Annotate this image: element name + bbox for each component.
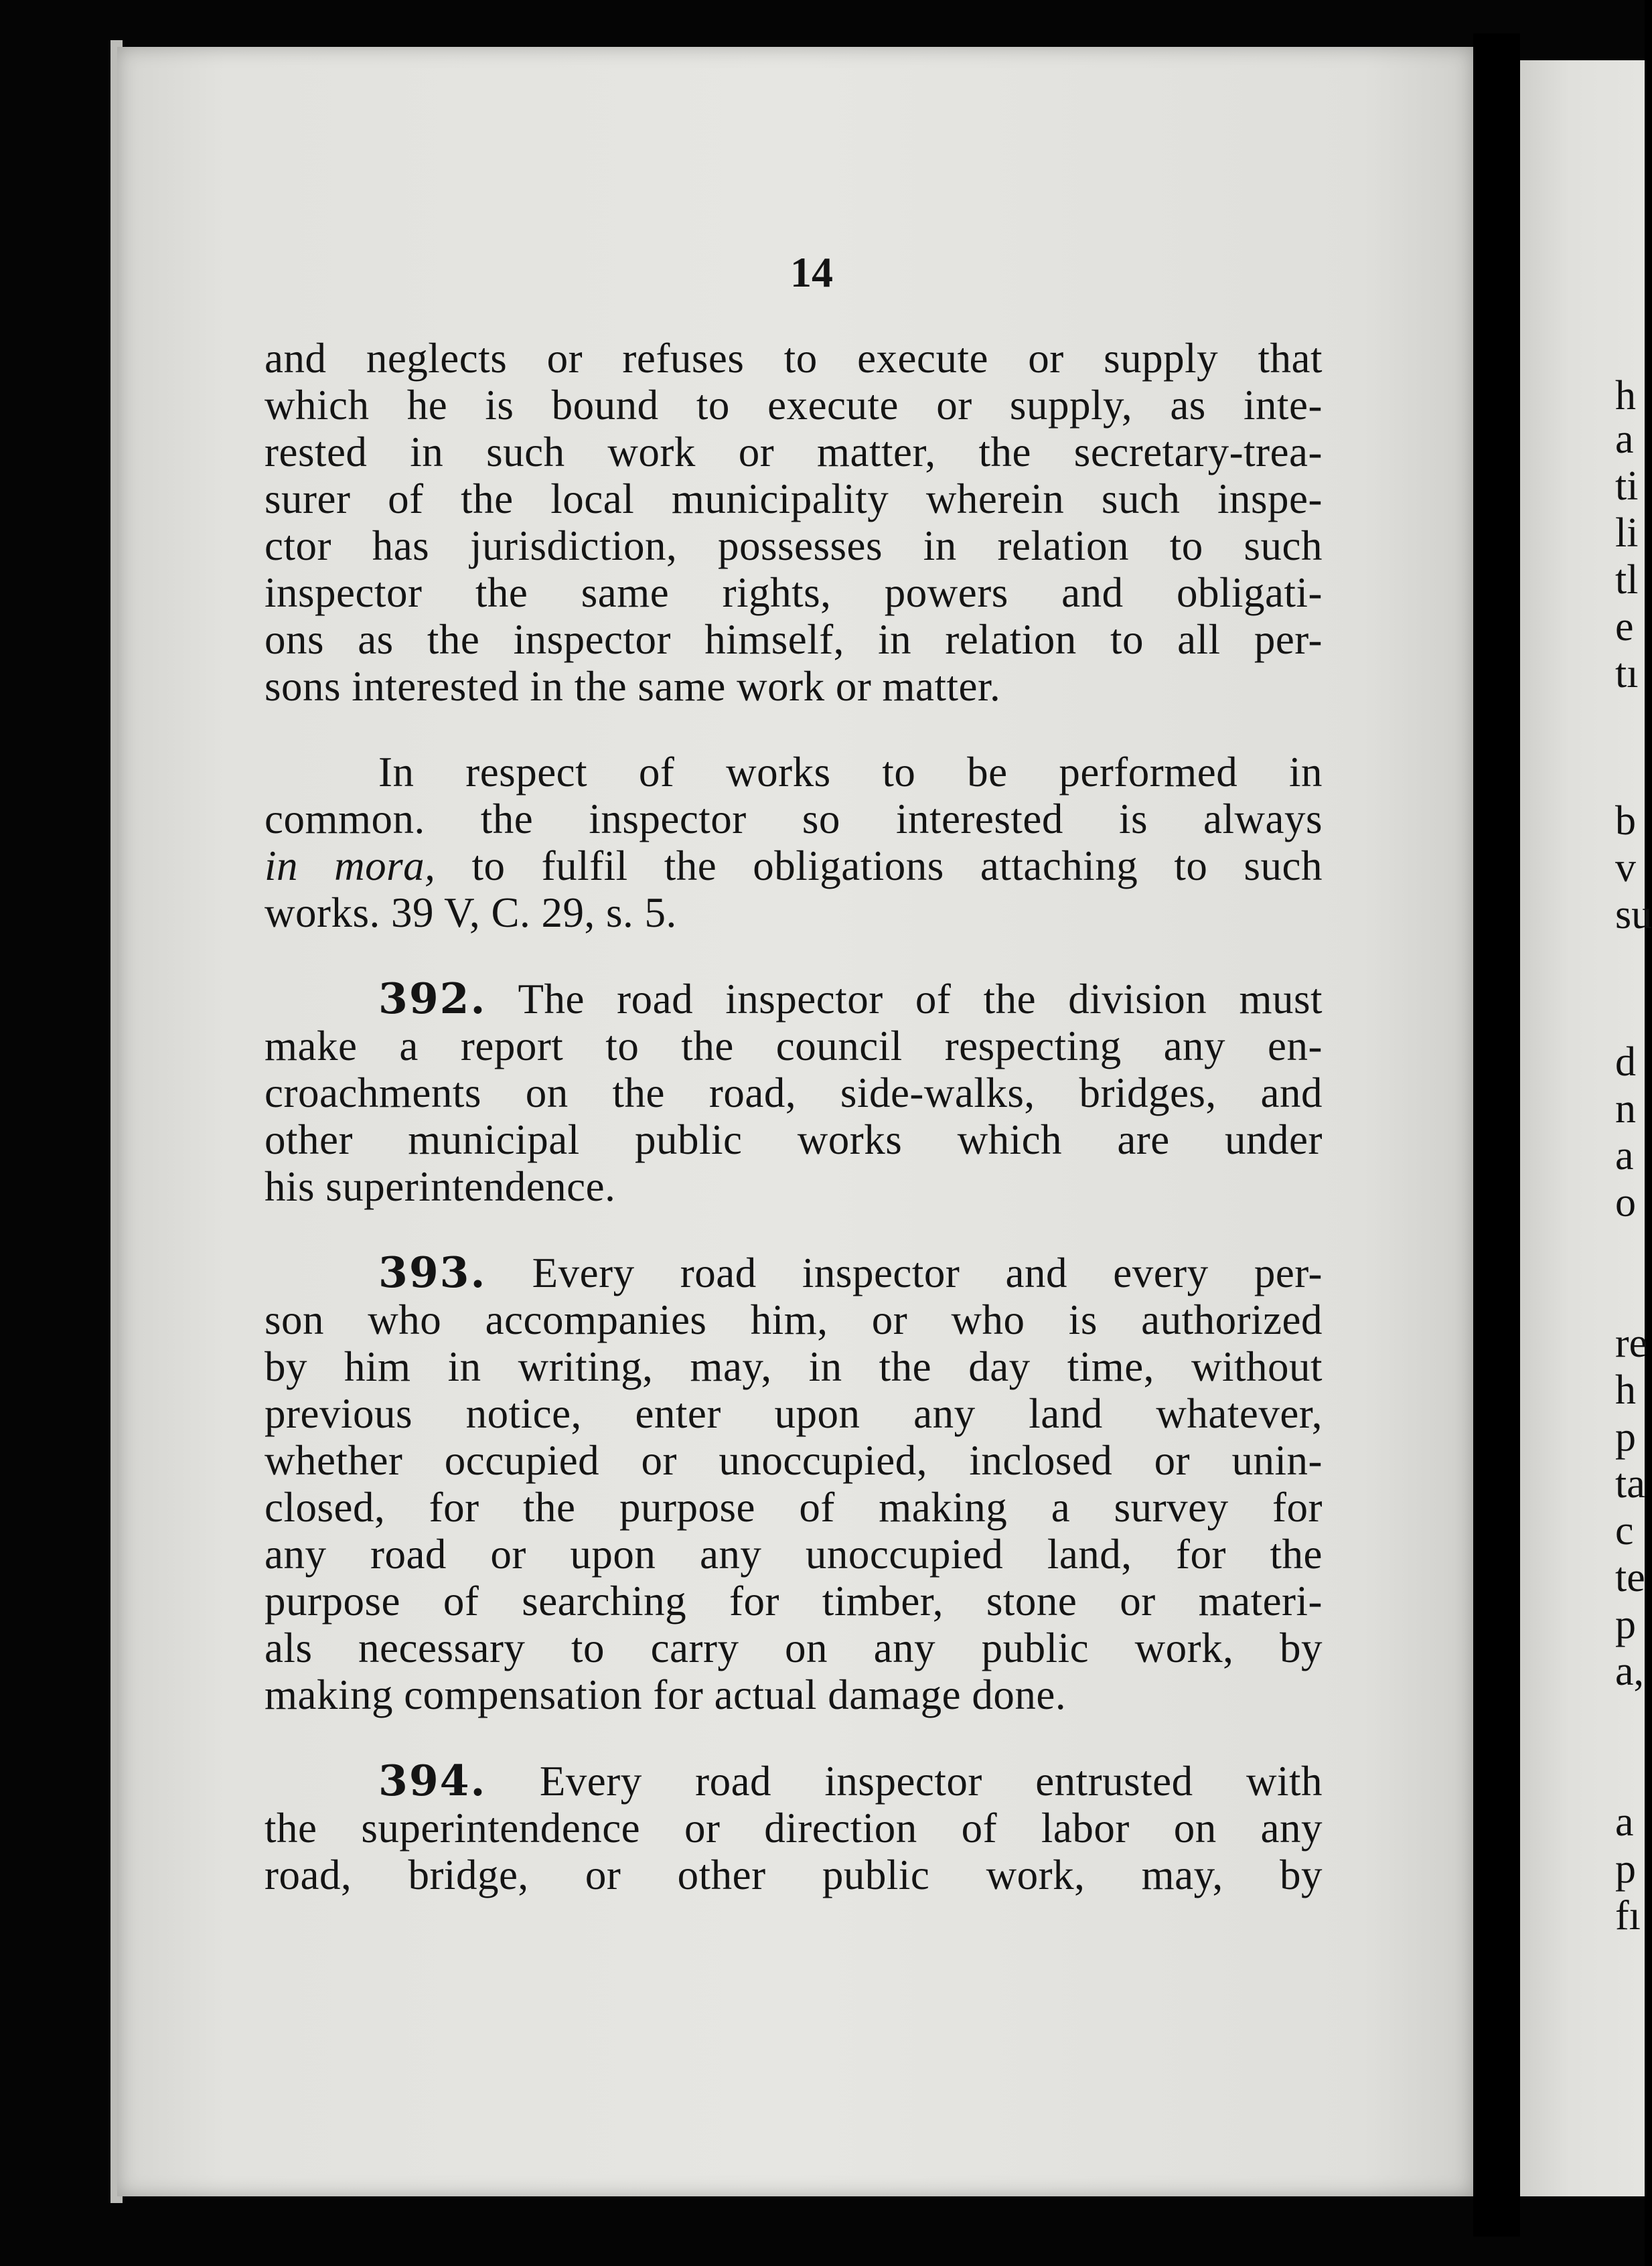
text-line — [265, 1757, 1323, 1805]
text-line: ons as the inspector himself, in relation to all per- — [265, 616, 1323, 663]
text-line: his superintendence. — [265, 1163, 616, 1210]
text-line: works. 39 V, C. 29, s. 5. — [265, 889, 677, 936]
right-page-fragment: d — [1615, 1039, 1636, 1085]
page-number: 14 — [790, 248, 833, 296]
right-page-fragment: v — [1615, 845, 1636, 891]
text-line-rest: The road inspector of the division must — [518, 976, 1323, 1023]
italic-phrase: in mora, — [265, 842, 436, 889]
right-page-fragment: ti — [1615, 463, 1639, 509]
text-line-with-italic — [265, 842, 1323, 889]
text-line: ctor has jurisdiction, possesses in relation to such — [265, 522, 1323, 569]
right-page-fragment: p — [1615, 1602, 1636, 1647]
text-line — [265, 1249, 1323, 1296]
right-page-fragment: tl — [1615, 557, 1639, 603]
book-gutter — [1473, 33, 1520, 2237]
right-page-fragment: ta — [1615, 1461, 1645, 1507]
text-line: making compensation for actual damage done. — [265, 1671, 1067, 1718]
right-page-fragment: a — [1615, 1133, 1634, 1179]
right-page-fragment: h — [1615, 1367, 1636, 1413]
text-line: whether occupied or unoccupied, inclosed or unin- — [265, 1437, 1323, 1484]
right-page-fragment: a, — [1615, 1649, 1645, 1694]
text-line: which he is bound to execute or supply, as inte- — [265, 382, 1323, 429]
right-page-fragment: fı — [1615, 1893, 1641, 1939]
text-line: son who accompanies him, or who is authorized — [265, 1296, 1323, 1343]
right-page-fragment: p — [1615, 1414, 1636, 1460]
paragraph-continuation — [265, 335, 1323, 710]
text-line: inspector the same rights, powers and obligati- — [265, 569, 1323, 616]
text-line: common. the inspector so interested is always — [265, 796, 1323, 842]
section-394 — [265, 1757, 1323, 1898]
section-number: 394. — [378, 1756, 487, 1805]
right-page-fragment: li — [1615, 510, 1639, 556]
text-line-rest: to fulfil the obligations attaching to such — [471, 842, 1323, 889]
right-page-fragment: a — [1615, 1799, 1634, 1845]
right-page-fragment: n — [1615, 1086, 1636, 1132]
text-line: surer of the local municipality wherein such inspe- — [265, 475, 1323, 522]
page-body-text — [265, 335, 1323, 1937]
section-number: 392. — [378, 974, 487, 1023]
text-line: and neglects or refuses to execute or supply that — [265, 335, 1323, 382]
section-number: 393. — [378, 1248, 487, 1297]
text-line: make a report to the council respecting any en- — [265, 1023, 1323, 1069]
right-page-fragment: b — [1615, 798, 1636, 844]
text-line-rest: Every road inspector entrusted with — [539, 1758, 1323, 1805]
text-line: als necessary to carry on any public work, by — [265, 1625, 1323, 1671]
text-line: croachments on the road, side-walks, bridges, and — [265, 1069, 1323, 1116]
section-393 — [265, 1249, 1323, 1718]
text-line: other municipal public works which are under — [265, 1116, 1323, 1163]
right-page-fragment: o — [1615, 1180, 1636, 1225]
right-page-fragment: te — [1615, 1555, 1645, 1600]
right-page-fragment: e — [1615, 604, 1634, 650]
paragraph-in-mora — [265, 749, 1323, 936]
right-page-fragment: su — [1615, 892, 1652, 937]
right-page-fragment: c — [1615, 1508, 1634, 1554]
text-line: previous notice, enter upon any land whatever, — [265, 1390, 1323, 1437]
right-page-fragment: re — [1615, 1320, 1648, 1366]
text-line-rest: Every road inspector and every per- — [532, 1250, 1323, 1296]
text-line — [265, 975, 1323, 1023]
text-line: rested in such work or matter, the secretary-trea- — [265, 429, 1323, 475]
text-line: In respect of works to be performed in — [378, 749, 1323, 796]
text-line: the superintendence or direction of labor on any — [265, 1805, 1323, 1852]
right-page-fragment: p — [1615, 1846, 1636, 1892]
right-page-fragment: tı — [1615, 651, 1639, 696]
right-page-fragment: h — [1615, 373, 1636, 419]
text-line: closed, for the purpose of making a survey for — [265, 1484, 1323, 1531]
text-line: any road or upon any unoccupied land, for the — [265, 1531, 1323, 1578]
right-page-fragment: a — [1615, 417, 1634, 462]
text-line: purpose of searching for timber, stone or materi- — [265, 1578, 1323, 1625]
text-line: by him in writing, may, in the day time, without — [265, 1343, 1323, 1390]
text-line: road, bridge, or other public work, may, by — [265, 1852, 1323, 1898]
section-392 — [265, 975, 1323, 1210]
text-line: sons interested in the same work or matter. — [265, 663, 1001, 710]
